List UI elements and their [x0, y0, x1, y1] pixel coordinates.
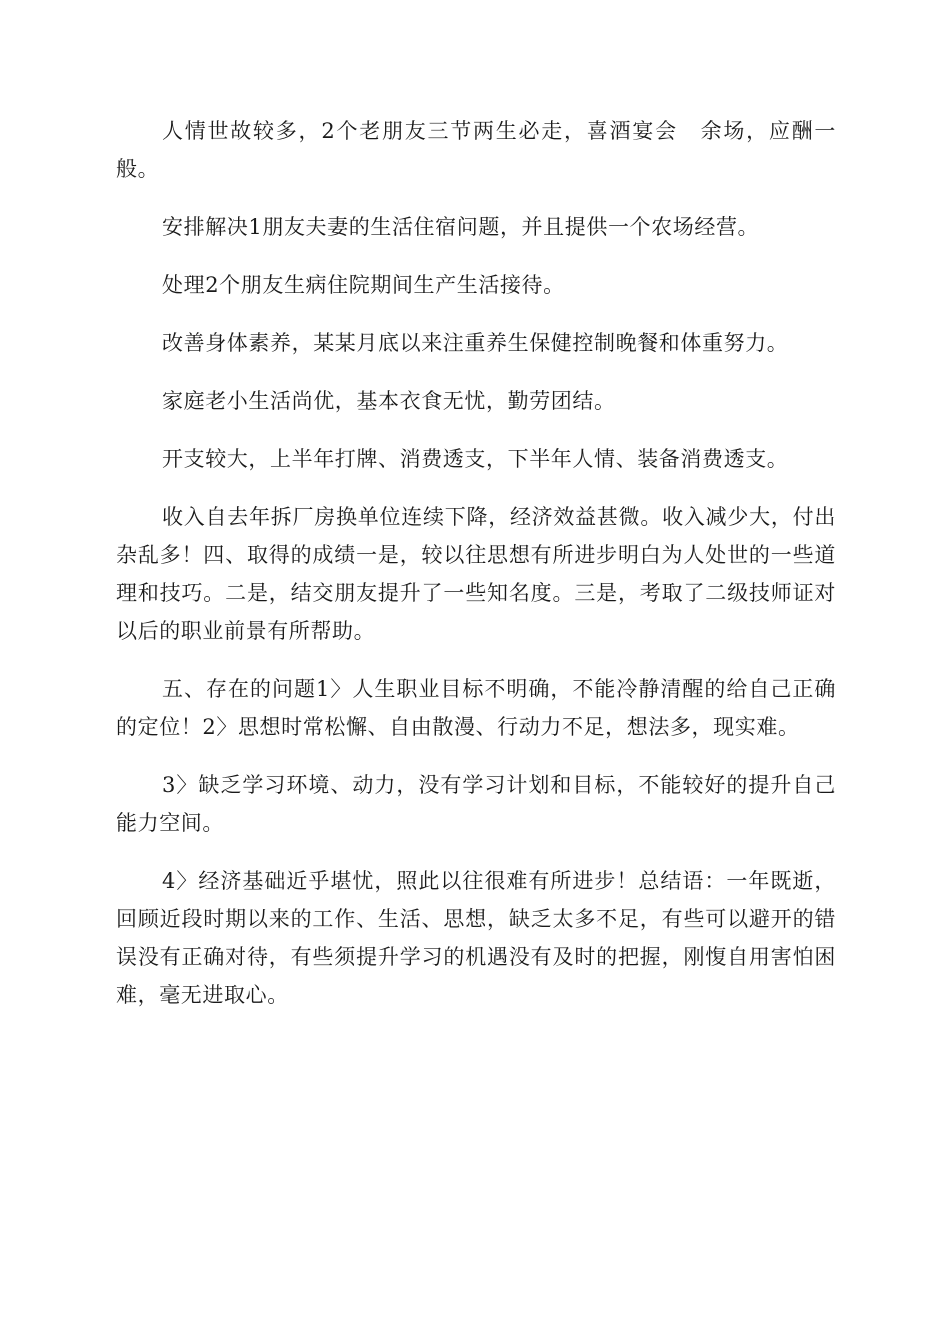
document-body — [116, 112, 836, 1034]
paragraph: 处理2个朋友生病住院期间生产生活接待。 — [162, 273, 565, 297]
paragraph: 改善身体素养，某某月底以来注重养生保健控制晚餐和体重努力。 — [162, 331, 789, 355]
paragraph: 人情世故较多，2个老朋友三节两生必走，喜酒宴会 余场，应酬一般。 — [116, 119, 836, 181]
paragraph: 安排解决1朋友夫妻的生活住宿问题，并且提供一个农场经营。 — [162, 215, 760, 239]
paragraph: 五、存在的问题1〉人生职业目标不明确，不能冷静清醒的给自己正确的定位！2〉思想时常松懈、自由散漫、行动力不足，想法多，现实难。 — [116, 677, 836, 739]
paragraph: 家庭老小生活尚优，基本衣食无忧，勤劳团结。 — [162, 389, 616, 413]
paragraph: 4〉经济基础近乎堪忧，照此以往很难有所进步！总结语：一年既逝，回顾近段时期以来的工作、生活、思想，缺乏太多不足，有些可以避开的错误没有正确对待，有些须提升学习的机遇没有及时的把握，刚愎自用害怕困难，毫无进取心。 — [116, 869, 836, 1007]
paragraph: 收入自去年拆厂房换单位连续下降，经济效益甚微。收入减少大，付出杂乱多！四、取得的成绩一是，较以往思想有所进步明白为人处世的一些道理和技巧。二是，结交朋友提升了一些知名度。三是，考取了二级技师证对以后的职业前景有所帮助。 — [116, 505, 836, 643]
paragraph: 3〉缺乏学习环境、动力，没有学习计划和目标，不能较好的提升自己能力空间。 — [116, 773, 836, 835]
paragraph: 开支较大，上半年打牌、消费透支，下半年人情、装备消费透支。 — [162, 447, 789, 471]
